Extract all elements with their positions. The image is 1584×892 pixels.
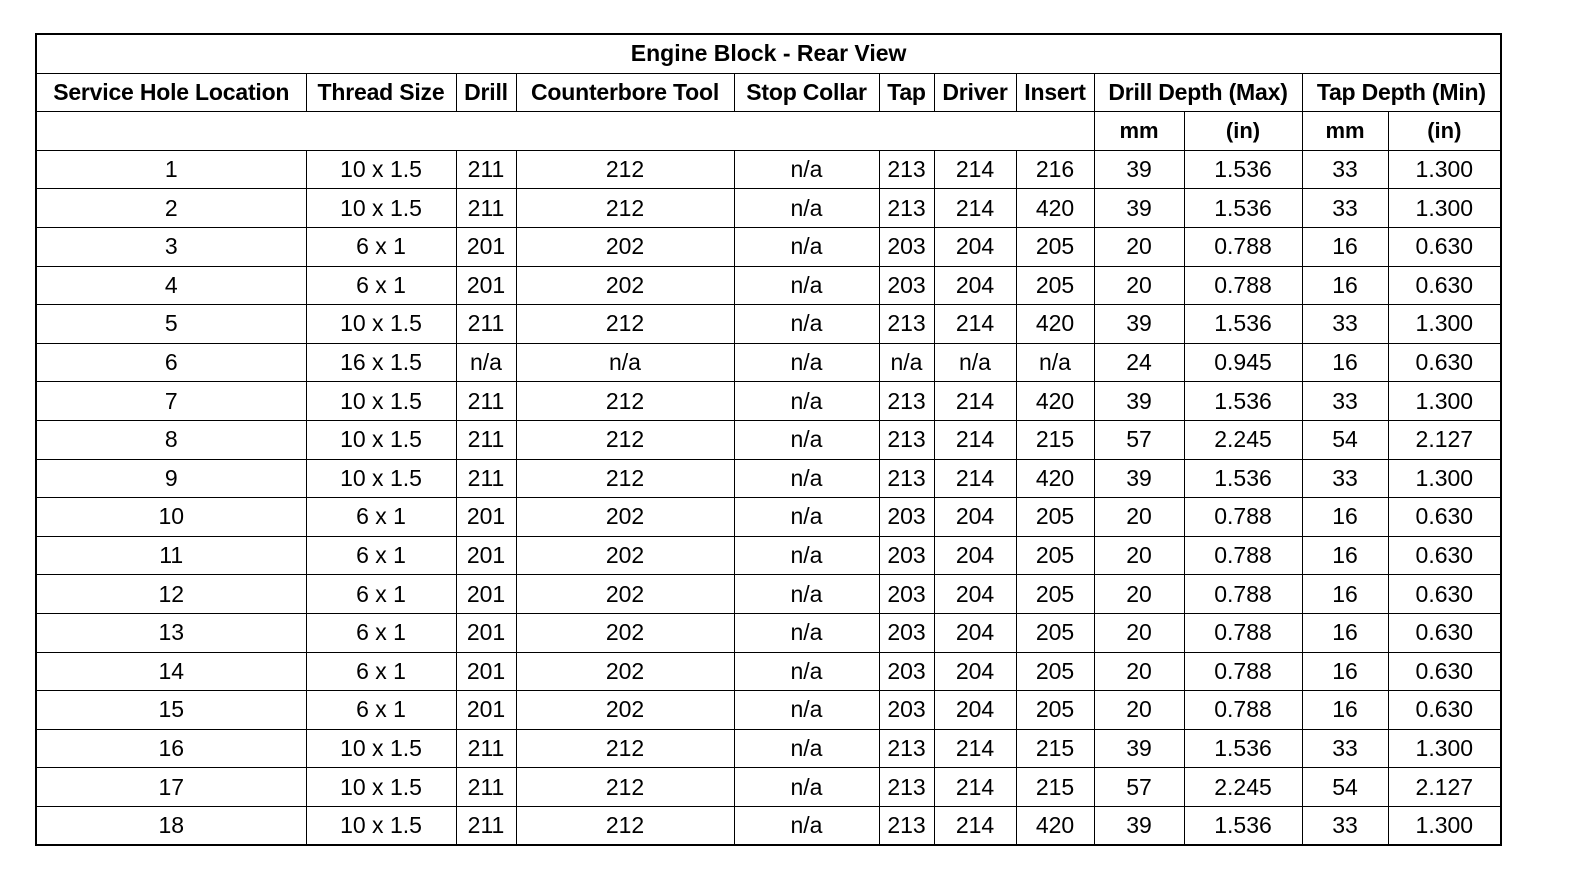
cell-counterbore-tool: 202 [516,575,734,614]
cell-tap-depth-mm: 16 [1302,613,1388,652]
cell-driver: 204 [934,691,1016,730]
cell-insert: 420 [1016,459,1094,498]
cell-tap: 213 [879,459,934,498]
cell-driver: 214 [934,189,1016,228]
cell-drill-depth-in: 1.536 [1184,189,1302,228]
cell-thread-size: 6 x 1 [306,498,456,537]
table-row [36,305,1501,344]
cell-tap: 213 [879,382,934,421]
cell-service-hole-location: 15 [36,691,306,730]
cell-drill-depth-mm: 39 [1094,150,1184,189]
cell-insert: 205 [1016,227,1094,266]
cell-tap: 213 [879,420,934,459]
cell-tap: 213 [879,806,934,845]
cell-counterbore-tool: 212 [516,768,734,807]
unit-tap-depth-mm: mm [1302,112,1388,151]
cell-drill-depth-in: 0.788 [1184,536,1302,575]
cell-thread-size: 6 x 1 [306,613,456,652]
cell-tap: 203 [879,266,934,305]
cell-tap-depth-mm: 16 [1302,498,1388,537]
table-row [36,498,1501,537]
cell-counterbore-tool: 212 [516,806,734,845]
cell-insert: 215 [1016,768,1094,807]
cell-drill-depth-in: 0.945 [1184,343,1302,382]
cell-tap-depth-mm: 54 [1302,768,1388,807]
cell-thread-size: 10 x 1.5 [306,806,456,845]
cell-thread-size: 16 x 1.5 [306,343,456,382]
cell-insert: 205 [1016,691,1094,730]
cell-counterbore-tool: 212 [516,420,734,459]
cell-drill-depth-in: 0.788 [1184,575,1302,614]
cell-tap-depth-mm: 16 [1302,575,1388,614]
unit-drill-depth-mm: mm [1094,112,1184,151]
cell-drill-depth-in: 1.536 [1184,729,1302,768]
cell-counterbore-tool: 212 [516,459,734,498]
cell-thread-size: 6 x 1 [306,652,456,691]
cell-counterbore-tool: 212 [516,729,734,768]
cell-drill: 211 [456,420,516,459]
cell-tap-depth-in: 1.300 [1388,382,1501,421]
cell-counterbore-tool: 202 [516,652,734,691]
cell-service-hole-location: 9 [36,459,306,498]
cell-drill-depth-in: 0.788 [1184,227,1302,266]
cell-stop-collar: n/a [734,536,879,575]
cell-tap-depth-in: 2.127 [1388,768,1501,807]
cell-tap-depth-in: 2.127 [1388,420,1501,459]
cell-insert: 205 [1016,536,1094,575]
cell-tap-depth-mm: 33 [1302,305,1388,344]
cell-drill: 201 [456,575,516,614]
cell-service-hole-location: 6 [36,343,306,382]
cell-drill-depth-mm: 57 [1094,768,1184,807]
cell-service-hole-location: 1 [36,150,306,189]
cell-tap-depth-in: 0.630 [1388,691,1501,730]
cell-tap-depth-mm: 33 [1302,382,1388,421]
cell-insert: 205 [1016,652,1094,691]
cell-tap-depth-mm: 33 [1302,150,1388,189]
cell-driver: 214 [934,382,1016,421]
cell-counterbore-tool: 202 [516,691,734,730]
cell-drill: 201 [456,266,516,305]
cell-drill-depth-mm: 39 [1094,459,1184,498]
cell-thread-size: 6 x 1 [306,536,456,575]
cell-counterbore-tool: 202 [516,266,734,305]
cell-service-hole-location: 18 [36,806,306,845]
cell-drill-depth-mm: 20 [1094,613,1184,652]
unit-tap-depth-in: (in) [1388,112,1501,151]
unit-row-spacer [36,112,1094,151]
cell-service-hole-location: 11 [36,536,306,575]
cell-stop-collar: n/a [734,652,879,691]
cell-tap-depth-mm: 16 [1302,691,1388,730]
cell-tap: 203 [879,536,934,575]
header-tap: Tap [879,73,934,112]
cell-tap-depth-in: 1.300 [1388,729,1501,768]
cell-tap-depth-mm: 33 [1302,806,1388,845]
cell-stop-collar: n/a [734,382,879,421]
cell-drill-depth-in: 0.788 [1184,498,1302,537]
cell-service-hole-location: 16 [36,729,306,768]
cell-thread-size: 10 x 1.5 [306,768,456,807]
cell-tap-depth-in: 0.630 [1388,536,1501,575]
unit-row [36,112,1501,151]
cell-tap: 213 [879,768,934,807]
cell-drill-depth-mm: 20 [1094,498,1184,537]
cell-tap-depth-in: 1.300 [1388,459,1501,498]
title-row [36,34,1501,73]
cell-stop-collar: n/a [734,806,879,845]
cell-drill-depth-mm: 39 [1094,729,1184,768]
cell-driver: n/a [934,343,1016,382]
header-service-hole-location: Service Hole Location [36,73,306,112]
header-tap-depth-min: Tap Depth (Min) [1302,73,1501,112]
table-row [36,691,1501,730]
cell-stop-collar: n/a [734,575,879,614]
engine-block-table [35,33,1502,846]
cell-drill: 211 [456,768,516,807]
cell-counterbore-tool: 202 [516,536,734,575]
cell-counterbore-tool: n/a [516,343,734,382]
cell-drill-depth-mm: 20 [1094,536,1184,575]
cell-insert: 205 [1016,613,1094,652]
cell-service-hole-location: 3 [36,227,306,266]
table-row [36,768,1501,807]
cell-insert: 216 [1016,150,1094,189]
cell-drill-depth-in: 1.536 [1184,150,1302,189]
header-driver: Driver [934,73,1016,112]
cell-tap-depth-mm: 16 [1302,536,1388,575]
header-drill-depth-max: Drill Depth (Max) [1094,73,1302,112]
table-title: Engine Block - Rear View [36,34,1501,73]
cell-stop-collar: n/a [734,691,879,730]
table-body [36,150,1501,845]
cell-drill-depth-in: 0.788 [1184,691,1302,730]
cell-drill: 201 [456,652,516,691]
cell-stop-collar: n/a [734,189,879,228]
cell-tap-depth-in: 1.300 [1388,806,1501,845]
cell-driver: 214 [934,420,1016,459]
cell-drill-depth-in: 0.788 [1184,266,1302,305]
cell-tap: 213 [879,729,934,768]
cell-insert: 215 [1016,729,1094,768]
cell-drill-depth-mm: 57 [1094,420,1184,459]
cell-tap: 203 [879,652,934,691]
cell-tap: 203 [879,498,934,537]
cell-driver: 214 [934,768,1016,807]
cell-stop-collar: n/a [734,729,879,768]
cell-service-hole-location: 14 [36,652,306,691]
header-insert: Insert [1016,73,1094,112]
cell-tap-depth-mm: 16 [1302,266,1388,305]
header-stop-collar: Stop Collar [734,73,879,112]
cell-drill-depth-mm: 39 [1094,189,1184,228]
cell-counterbore-tool: 202 [516,227,734,266]
cell-service-hole-location: 10 [36,498,306,537]
cell-tap-depth-in: 1.300 [1388,189,1501,228]
table-row [36,150,1501,189]
header-drill: Drill [456,73,516,112]
cell-tap-depth-in: 0.630 [1388,266,1501,305]
cell-insert: 215 [1016,420,1094,459]
cell-driver: 214 [934,806,1016,845]
cell-drill: 201 [456,613,516,652]
cell-stop-collar: n/a [734,498,879,537]
cell-stop-collar: n/a [734,420,879,459]
cell-driver: 204 [934,613,1016,652]
cell-service-hole-location: 12 [36,575,306,614]
cell-drill-depth-mm: 20 [1094,575,1184,614]
cell-stop-collar: n/a [734,305,879,344]
cell-service-hole-location: 8 [36,420,306,459]
cell-thread-size: 10 x 1.5 [306,305,456,344]
cell-counterbore-tool: 212 [516,305,734,344]
cell-thread-size: 6 x 1 [306,575,456,614]
cell-thread-size: 10 x 1.5 [306,420,456,459]
cell-counterbore-tool: 202 [516,498,734,537]
cell-driver: 204 [934,498,1016,537]
cell-drill-depth-in: 2.245 [1184,768,1302,807]
cell-drill: 211 [456,150,516,189]
cell-tap-depth-mm: 54 [1302,420,1388,459]
cell-tap-depth-mm: 33 [1302,189,1388,228]
cell-tap: 213 [879,150,934,189]
cell-thread-size: 10 x 1.5 [306,459,456,498]
cell-tap-depth-in: 1.300 [1388,305,1501,344]
cell-drill: 211 [456,806,516,845]
cell-thread-size: 10 x 1.5 [306,382,456,421]
cell-tap-depth-mm: 16 [1302,343,1388,382]
cell-insert: 205 [1016,575,1094,614]
table-row [36,266,1501,305]
cell-drill: 201 [456,536,516,575]
table-row [36,189,1501,228]
cell-drill-depth-in: 0.788 [1184,613,1302,652]
cell-counterbore-tool: 212 [516,150,734,189]
table-row [36,575,1501,614]
cell-tap: n/a [879,343,934,382]
cell-thread-size: 10 x 1.5 [306,189,456,228]
cell-tap-depth-mm: 33 [1302,459,1388,498]
cell-service-hole-location: 4 [36,266,306,305]
cell-tap: 203 [879,691,934,730]
table-row [36,227,1501,266]
cell-drill: 201 [456,227,516,266]
cell-tap: 213 [879,189,934,228]
cell-driver: 204 [934,227,1016,266]
cell-tap: 203 [879,613,934,652]
header-thread-size: Thread Size [306,73,456,112]
cell-tap: 213 [879,305,934,344]
cell-driver: 204 [934,575,1016,614]
cell-drill-depth-in: 0.788 [1184,652,1302,691]
cell-drill-depth-in: 1.536 [1184,806,1302,845]
cell-tap-depth-in: 0.630 [1388,652,1501,691]
cell-driver: 204 [934,536,1016,575]
cell-stop-collar: n/a [734,459,879,498]
cell-drill-depth-in: 1.536 [1184,459,1302,498]
cell-drill: 211 [456,189,516,228]
cell-service-hole-location: 13 [36,613,306,652]
cell-tap-depth-in: 0.630 [1388,498,1501,537]
table-row [36,420,1501,459]
cell-drill-depth-mm: 39 [1094,806,1184,845]
cell-stop-collar: n/a [734,613,879,652]
cell-tap: 203 [879,227,934,266]
cell-drill-depth-mm: 20 [1094,691,1184,730]
cell-counterbore-tool: 212 [516,382,734,421]
cell-tap-depth-mm: 16 [1302,227,1388,266]
table-row [36,652,1501,691]
header-counterbore-tool: Counterbore Tool [516,73,734,112]
cell-stop-collar: n/a [734,266,879,305]
cell-driver: 204 [934,266,1016,305]
unit-drill-depth-in: (in) [1184,112,1302,151]
cell-drill-depth-mm: 20 [1094,227,1184,266]
table-row [36,613,1501,652]
cell-driver: 214 [934,459,1016,498]
cell-service-hole-location: 2 [36,189,306,228]
cell-insert: 420 [1016,189,1094,228]
cell-driver: 204 [934,652,1016,691]
cell-driver: 214 [934,729,1016,768]
cell-tap-depth-in: 1.300 [1388,150,1501,189]
cell-tap-depth-in: 0.630 [1388,343,1501,382]
cell-thread-size: 10 x 1.5 [306,729,456,768]
cell-drill-depth-mm: 39 [1094,382,1184,421]
cell-service-hole-location: 7 [36,382,306,421]
cell-service-hole-location: 5 [36,305,306,344]
cell-driver: 214 [934,305,1016,344]
cell-drill: 211 [456,305,516,344]
cell-tap-depth-in: 0.630 [1388,227,1501,266]
cell-stop-collar: n/a [734,343,879,382]
cell-insert: 205 [1016,498,1094,537]
cell-drill: 201 [456,691,516,730]
cell-insert: n/a [1016,343,1094,382]
cell-drill: 211 [456,459,516,498]
cell-tap-depth-mm: 33 [1302,729,1388,768]
cell-stop-collar: n/a [734,150,879,189]
table-row [36,729,1501,768]
cell-drill: 211 [456,382,516,421]
cell-insert: 420 [1016,806,1094,845]
cell-thread-size: 6 x 1 [306,691,456,730]
cell-driver: 214 [934,150,1016,189]
cell-drill: n/a [456,343,516,382]
cell-drill-depth-mm: 20 [1094,266,1184,305]
cell-thread-size: 6 x 1 [306,266,456,305]
cell-tap-depth-in: 0.630 [1388,613,1501,652]
cell-tap: 203 [879,575,934,614]
cell-insert: 205 [1016,266,1094,305]
table-row [36,806,1501,845]
cell-thread-size: 6 x 1 [306,227,456,266]
cell-counterbore-tool: 212 [516,189,734,228]
cell-counterbore-tool: 202 [516,613,734,652]
cell-insert: 420 [1016,382,1094,421]
table-row [36,459,1501,498]
cell-drill-depth-mm: 24 [1094,343,1184,382]
table-row [36,382,1501,421]
cell-drill-depth-in: 2.245 [1184,420,1302,459]
header-row [36,73,1501,112]
table-row [36,536,1501,575]
cell-service-hole-location: 17 [36,768,306,807]
cell-drill-depth-in: 1.536 [1184,382,1302,421]
cell-drill-depth-mm: 39 [1094,305,1184,344]
cell-drill: 211 [456,729,516,768]
cell-drill-depth-mm: 20 [1094,652,1184,691]
cell-drill: 201 [456,498,516,537]
table-row [36,343,1501,382]
cell-tap-depth-mm: 16 [1302,652,1388,691]
cell-drill-depth-in: 1.536 [1184,305,1302,344]
cell-stop-collar: n/a [734,768,879,807]
cell-insert: 420 [1016,305,1094,344]
cell-thread-size: 10 x 1.5 [306,150,456,189]
cell-stop-collar: n/a [734,227,879,266]
cell-tap-depth-in: 0.630 [1388,575,1501,614]
